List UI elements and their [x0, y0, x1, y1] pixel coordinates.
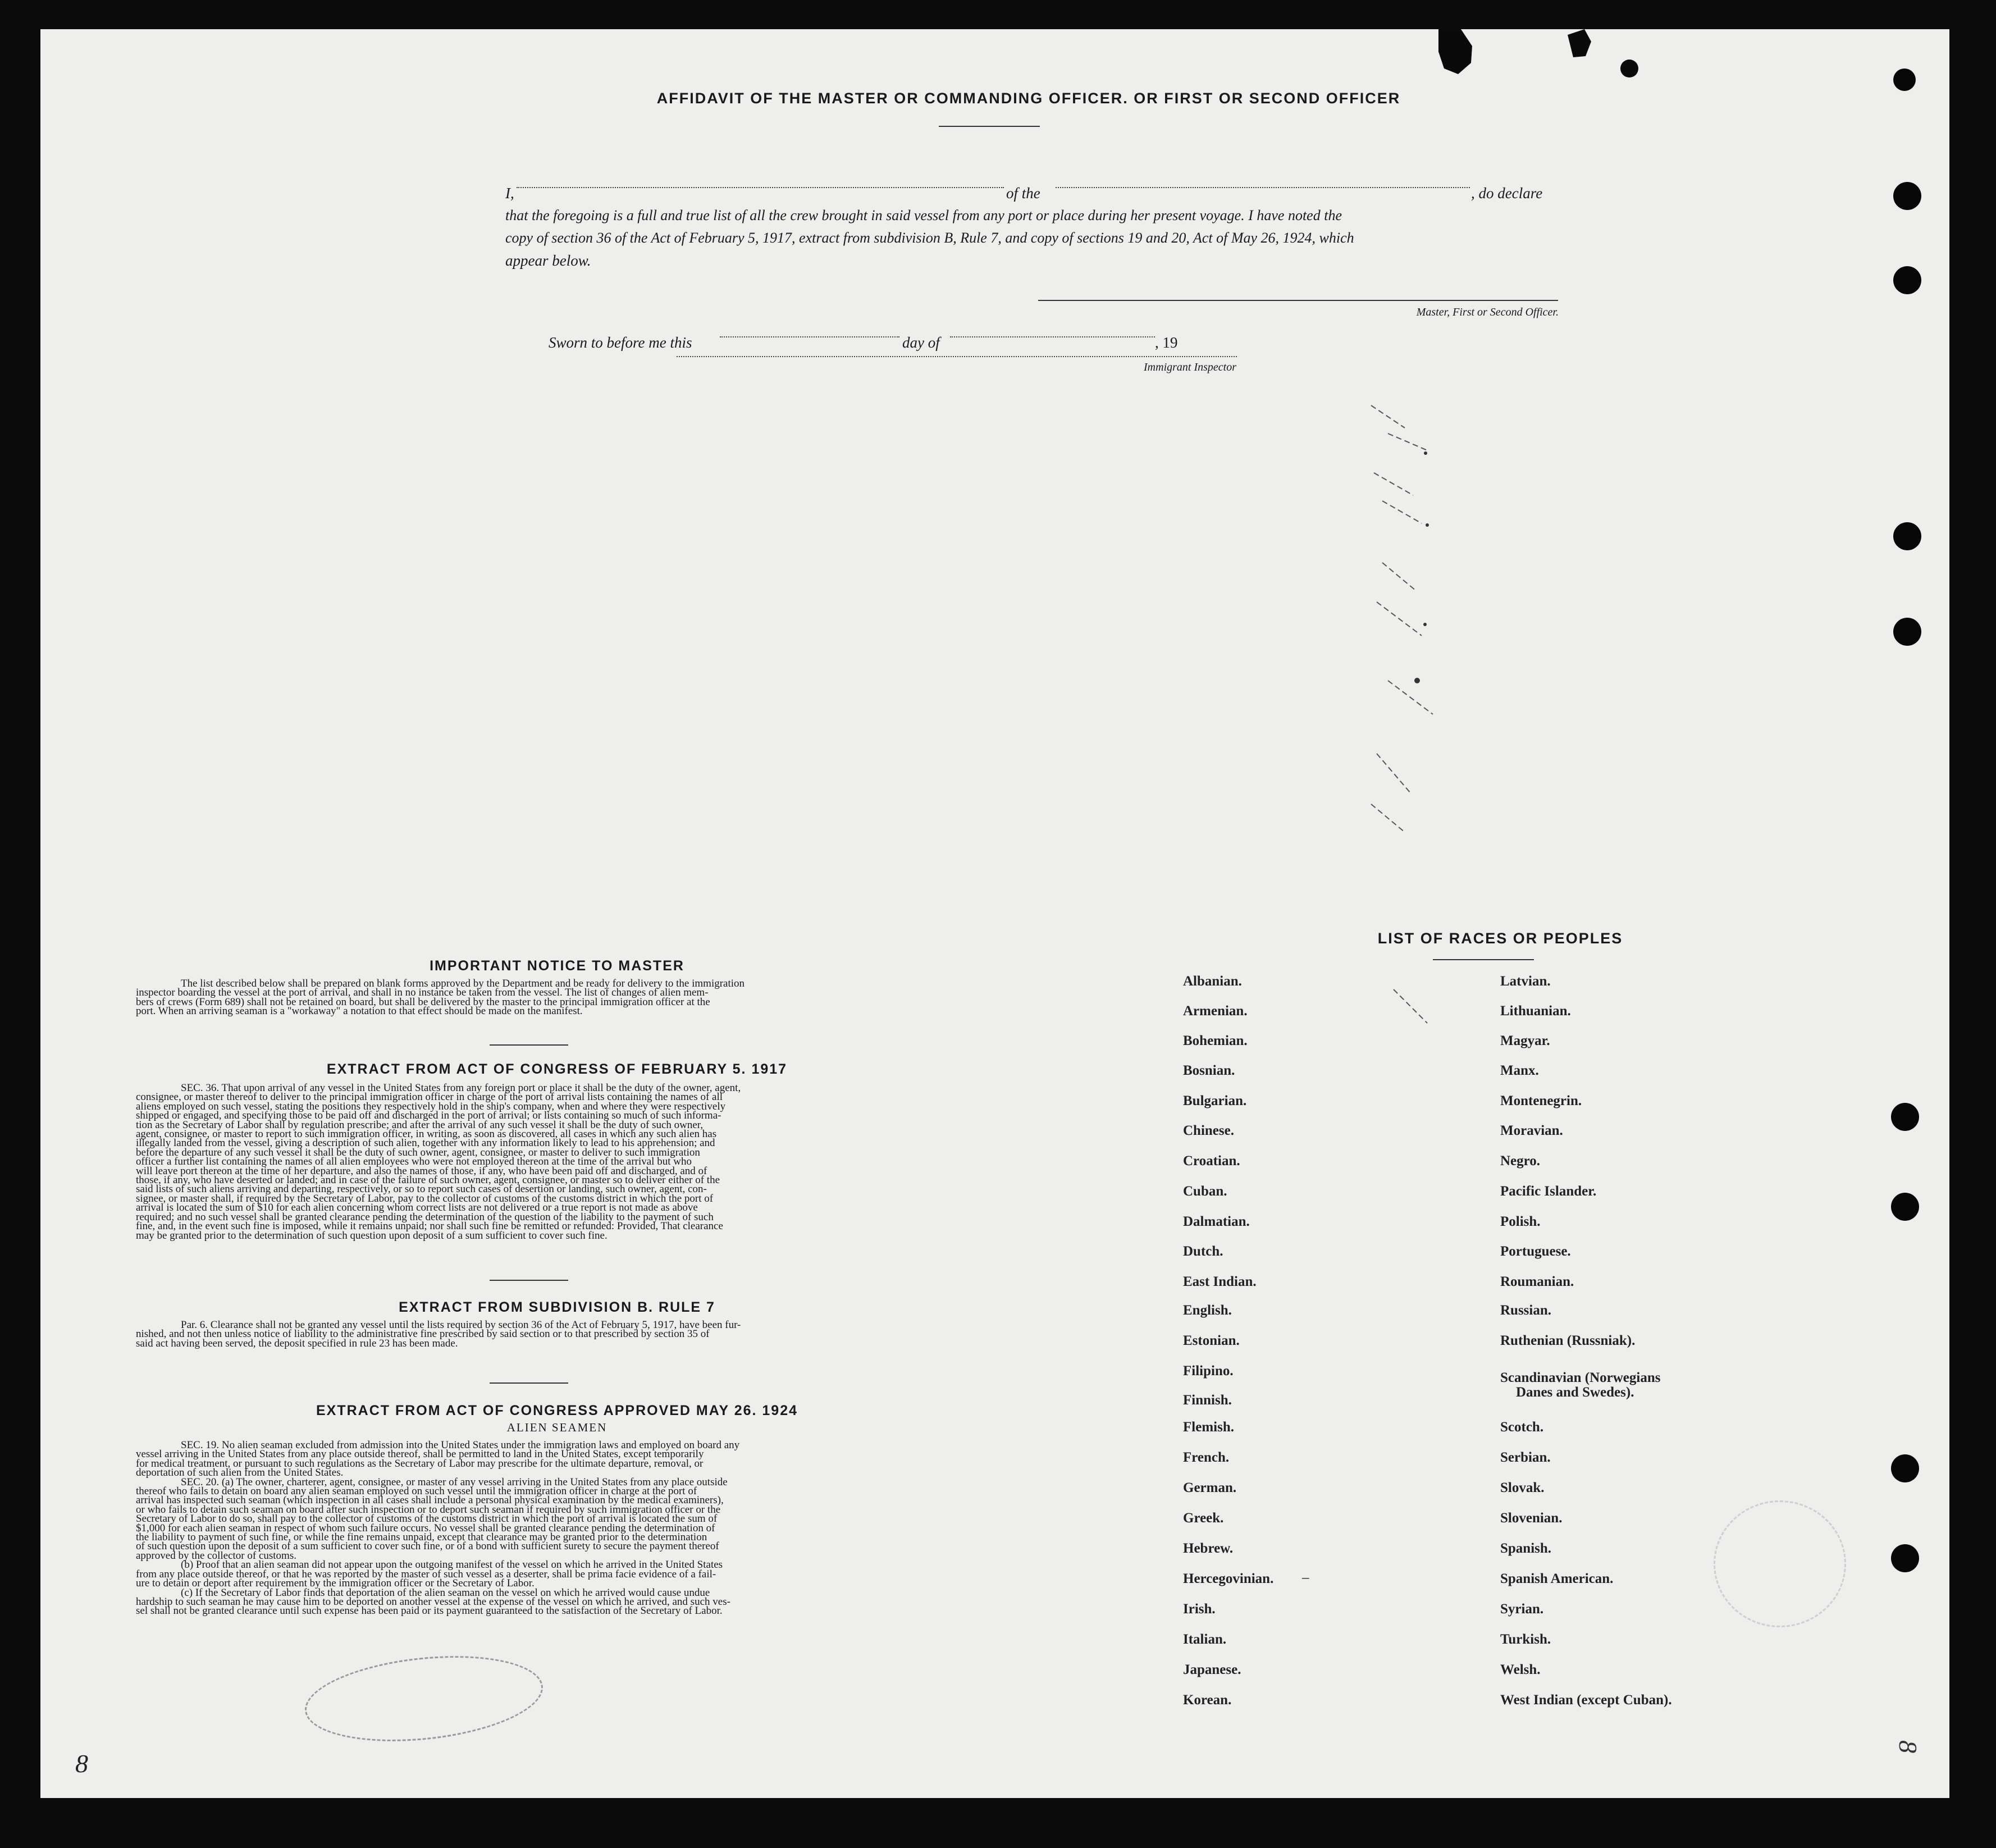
race-left-6: Croatian.	[1183, 1153, 1240, 1169]
race-left-0: Albanian.	[1183, 974, 1242, 989]
notice-title: IMPORTANT NOTICE TO MASTER	[430, 958, 684, 974]
ex1917-line-10: those, if any, who have deserted or landed; and in case of the failure of such owner, agent, consignee, or master so to deliver either of the	[136, 1174, 720, 1187]
day-of-label: day of	[902, 334, 940, 351]
ex1924-line-6: arrival has inspected such seaman (which inspection in all cases shall include a personal physical examination by the medical examiners),	[136, 1494, 724, 1507]
ex1924-line-0: SEC. 19. No alien seaman excluded from admission into the United States under the immigration laws and employed on board any	[181, 1439, 740, 1451]
ex1924-line-9: $1,000 for each alien seaman in respect of whom such failure occurs. No vessel shall be granted clearance pending the determination of	[136, 1522, 715, 1534]
right-margin-number: 8	[1894, 1740, 1922, 1753]
race-right-18: Slovenian.	[1500, 1511, 1563, 1526]
race-right-5: Moravian.	[1500, 1123, 1563, 1138]
divider-1	[490, 1044, 568, 1046]
ex1924-line-11: of such question upon the deposit of a sum sufficient to cover such fine, or of a bond with sufficient surety to secure the payment thereof	[136, 1540, 719, 1553]
vessel-blank[interactable]	[1056, 187, 1470, 188]
ex1917-line-8: officer a further list containing the names of all alien employees who were not employed thereon at the time of the arrival but who	[136, 1156, 692, 1168]
race-right-13: Scandinavian (Norwegians	[1500, 1370, 1661, 1385]
ex1924-line-16: (c) If the Secretary of Labor finds that deportation of the alien seaman on the vessel on which he arrived would cause undue	[181, 1586, 710, 1599]
ex1917-line-14: required; and no such vessel shall be granted clearance pending the determination of the question of the liability to the payment of such	[136, 1211, 714, 1223]
ex1917-line-3: shipped or engaged, and specifying those to be paid off and discharged in the port of arrival; or lists containing so much of such informa-	[136, 1110, 721, 1122]
race-left-16: French.	[1183, 1450, 1230, 1465]
ex1924-line-1: vessel arriving in the United States from any place outside thereof, shall be permitted to land in the United States, except temporarily	[136, 1448, 704, 1461]
race-left-14: Finnish.	[1183, 1393, 1232, 1408]
notice-line-0: The list described below shall be prepared on blank forms approved by the Department and be ready for delivery to the immigration	[181, 978, 745, 989]
ex1917-line-7: before the departure of any such vessel it shall be the duty of such owner, agent, consignee, or master to deliver to such immigration	[136, 1146, 700, 1158]
ex1917-line-4: tion as the Secretary of Labor shall by regulation prescribe; and after the arrival of any such vessel it shall be the duty of such owner,	[136, 1119, 704, 1131]
race-right-4: Montenegrin.	[1500, 1093, 1582, 1108]
divider-3	[490, 1382, 568, 1384]
race-left-21: Irish.	[1183, 1601, 1216, 1617]
punch-hole-5	[1893, 618, 1921, 646]
punch-hole-7	[1891, 1193, 1919, 1221]
year-label: , 19	[1155, 334, 1178, 351]
notice-line-2: bers of crews (Form 689) shall not be retained on board, but shall be delivered by the master to the principal immigration officer at the	[136, 996, 710, 1008]
ex1917-line-11: said lists of such aliens arriving and departing, respectively, or so to report such cases of desertion or landing, such owner, agent, con-	[136, 1183, 707, 1196]
race-left-7: Cuban.	[1183, 1184, 1227, 1199]
race-left-1: Armenian.	[1183, 1003, 1248, 1019]
ex1924-line-15: ure to detain or deport after requirement by the immigration officer or the Secretary of Labor.	[136, 1577, 535, 1590]
title-underline	[939, 126, 1040, 127]
name-blank[interactable]	[517, 187, 1004, 188]
of-the-label: of the	[1006, 185, 1040, 202]
master-signature-line[interactable]	[1038, 300, 1558, 301]
ex1917-line-6: illegally landed from the vessel, giving a description of such alien, together with any information likely to lead to his apprehension; and	[136, 1137, 715, 1149]
ex1924-line-2: for medical treatment, or pursuant to such regulations as the Secretary of Labor may prescribe for the ultimate departure, removal, or	[136, 1457, 704, 1470]
notice-body	[136, 979, 978, 1016]
affidavit-line3: copy of section 36 of the Act of February 5, 1917, extract from subdivision B, Rule 7, and copy of sections 19 and 20, Act of May 26, 1924, which	[505, 230, 1354, 246]
rule7-title: EXTRACT FROM SUBDIVISION B. RULE 7	[399, 1299, 715, 1315]
ex1917-line-1: consignee, or master thereof to deliver to the principal immigration officer in charge of the port of arrival lists containing the names of all	[136, 1091, 723, 1103]
punch-hole-9	[1891, 1544, 1919, 1572]
ex1924-line-17: hardship to such seaman he may cause him to be deported on another vessel at the expense of the vessel on which he arrived, and such ves-	[136, 1595, 730, 1608]
master-signature-label: Master, First or Second Officer.	[1416, 306, 1559, 318]
race-left-3: Bosnian.	[1183, 1063, 1235, 1078]
race-left-17: German.	[1183, 1480, 1237, 1495]
race-right-14: Danes and Swedes).	[1516, 1385, 1634, 1400]
race-right-10: Roumanian.	[1500, 1274, 1574, 1289]
left-margin-number: 8	[75, 1749, 88, 1778]
affidavit-line2: that the foregoing is a full and true list of all the crew brought in said vessel from any port or place during her present voyage. I have noted the	[505, 207, 1342, 223]
races-title: LIST OF RACES OR PEOPLES	[1377, 930, 1623, 947]
extract-1917-title: EXTRACT FROM ACT OF CONGRESS OF FEBRUARY 5. 1917	[326, 1061, 788, 1077]
sworn-label: Sworn to before me this	[549, 334, 692, 351]
race-right-1: Lithuanian.	[1500, 1003, 1571, 1019]
extract-1924-subtitle: ALIEN SEAMEN	[506, 1421, 608, 1434]
race-left-19: Hebrew.	[1183, 1541, 1234, 1556]
race-left-9: Dutch.	[1183, 1244, 1223, 1259]
inspector-signature-line[interactable]	[677, 356, 1237, 357]
race-right-24: West Indian (except Cuban).	[1500, 1692, 1672, 1708]
ex1917-line-13: arrival is located the sum of $10 for each alien concerning whom correct lists are not delivered or a true report is not made as above	[136, 1202, 698, 1214]
race-left-15: Flemish.	[1183, 1420, 1234, 1435]
rule7-body	[136, 1321, 978, 1348]
sworn-month-blank[interactable]	[950, 336, 1155, 337]
race-left-22: Italian.	[1183, 1632, 1227, 1647]
extract-1924-title: EXTRACT FROM ACT OF CONGRESS APPROVED MAY 26. 1924	[316, 1403, 798, 1418]
race-right-15: Scotch.	[1500, 1420, 1544, 1435]
extract-1917-body	[136, 1084, 978, 1240]
race-right-8: Polish.	[1500, 1214, 1541, 1229]
race-left-4: Bulgarian.	[1183, 1093, 1247, 1108]
race-left-10: East Indian.	[1183, 1274, 1257, 1289]
extract-1924-body	[136, 1441, 978, 1616]
ex1924-line-3: deportation of such alien from the United States.	[136, 1467, 344, 1479]
hercegovinian-dash: –	[1302, 1570, 1309, 1585]
ex1924-line-14: from any place outside thereof, or that he was reported by the master of such vessel as a deserter, shall be prima facie evidence of a fail-	[136, 1568, 716, 1580]
race-left-11: English.	[1183, 1303, 1232, 1318]
sworn-day-blank[interactable]	[720, 336, 899, 337]
inspector-label: Immigrant Inspector	[1144, 361, 1236, 373]
race-left-24: Korean.	[1183, 1692, 1232, 1708]
race-left-20: Hercegovinian.	[1183, 1571, 1274, 1586]
punch-hole-6	[1891, 1103, 1919, 1131]
race-left-2: Bohemian.	[1183, 1033, 1248, 1048]
race-right-0: Latvian.	[1500, 974, 1551, 989]
ex1924-line-10: the liability to payment of such fine, or while the fine remains unpaid, except that clearance may be granted prior to the determination	[136, 1531, 707, 1544]
punch-hole-1	[1893, 69, 1916, 91]
ex1924-line-12: approved by the collector of customs.	[136, 1549, 296, 1562]
ex1917-line-2: aliens employed on such vessel, stating the positions they respectively hold in the ship's company, when and where they were respectively	[136, 1100, 726, 1112]
race-right-6: Negro.	[1500, 1153, 1541, 1169]
do-declare-label: , do declare	[1471, 185, 1543, 202]
ex1924-line-18: sel shall not be granted clearance until such expense has been paid or its payment guaranteed to the satisfaction of the Secretary of Labor.	[136, 1605, 723, 1617]
race-right-19: Spanish.	[1500, 1541, 1552, 1556]
punch-hole-8	[1891, 1454, 1919, 1482]
race-right-21: Syrian.	[1500, 1601, 1544, 1617]
affidavit-line4: appear below.	[505, 252, 591, 269]
race-left-13: Filipino.	[1183, 1363, 1234, 1379]
rule7-line-2: said act having been served, the deposit specified in rule 23 has been made.	[136, 1337, 458, 1349]
received-stamp	[301, 1645, 547, 1752]
ex1917-line-0: SEC. 36. That upon arrival of any vessel in the United States from any foreign port or place it shall be the duty of the owner, agent,	[181, 1082, 741, 1094]
punch-hole-3	[1893, 266, 1921, 294]
rule7-line-0: Par. 6. Clearance shall not be granted any vessel until the lists required by section 36 of the Act of February 5, 1917, have been fur-	[181, 1319, 741, 1331]
race-left-18: Greek.	[1183, 1511, 1224, 1526]
notice-line-1: inspector boarding the vessel at the port of arrival, and shall in no instance be taken from the vessel. The list of changes of alien mem-	[136, 987, 709, 999]
notice-line-3: port. When an arriving seaman is a "workaway" a notation to that effect should be made on the manifest.	[136, 1005, 583, 1017]
race-right-23: Welsh.	[1500, 1662, 1541, 1677]
ex1924-line-7: or who fails to detain such seaman on board after such inspection or to deport such seaman if required by such immigration officer or the	[136, 1503, 721, 1516]
race-right-3: Manx.	[1500, 1063, 1539, 1078]
ex1924-line-4: SEC. 20. (a) The owner, charterer, agent, consignee, or master of any vessel arriving in the United States from any place outside	[181, 1476, 728, 1488]
race-right-17: Slovak.	[1500, 1480, 1545, 1495]
race-left-12: Estonian.	[1183, 1333, 1240, 1348]
race-right-11: Russian.	[1500, 1303, 1552, 1318]
torn-edge-marks	[1438, 29, 1708, 102]
ex1917-line-15: fine, and, in the event such fine is imposed, while it remains unpaid; nor shall such fine be remitted or refunded: Provided, That clearance	[136, 1220, 723, 1233]
race-right-7: Pacific Islander.	[1500, 1184, 1597, 1199]
ex1917-line-12: signee, or master shall, if required by the Secretary of Labor, pay to the collector of customs of the customs district in which the port of	[136, 1192, 714, 1204]
race-right-2: Magyar.	[1500, 1033, 1550, 1048]
race-right-22: Turkish.	[1500, 1632, 1551, 1647]
ex1917-line-5: agent, consignee, or master to report to such immigration officer, in writing, as soon as discovered, all cases in which any such alien has	[136, 1128, 717, 1140]
affidavit-title: AFFIDAVIT OF THE MASTER OR COMMANDING OFFICER. OR FIRST OR SECOND OFFICER	[656, 90, 1401, 107]
punch-hole-4	[1893, 522, 1921, 550]
ex1924-line-13: (b) Proof that an alien seaman did not appear upon the outgoing manifest of the vessel on which he arrived in the United States	[181, 1559, 723, 1571]
ex1917-line-16: may be granted prior to the determination of such question upon deposit of a sum sufficient to cover such fine.	[136, 1229, 608, 1242]
rule7-line-1: nished, and not then unless notice of liability to the administrative fine prescribed by said section or to that prescribed by section 35 of	[136, 1328, 710, 1340]
race-left-8: Dalmatian.	[1183, 1214, 1250, 1229]
ex1917-line-9: will leave port thereon at the time of her departure, and also the names of those, if any, who have been paid off and discharged, and of	[136, 1165, 707, 1177]
race-right-12: Ruthenian (Russniak).	[1500, 1333, 1636, 1348]
race-right-9: Portuguese.	[1500, 1244, 1571, 1259]
punch-hole-2	[1893, 182, 1921, 210]
race-right-16: Serbian.	[1500, 1450, 1551, 1465]
ex1924-line-5: thereof who fails to detain on board any alien seaman employed on such vessel until the immigration officer in charge at the port of	[136, 1485, 697, 1498]
i-label: I,	[505, 185, 514, 202]
faint-circular-stamp	[1714, 1500, 1846, 1627]
ex1924-line-8: Secretary of Labor to do so, shall pay to the collector of customs of the customs district in which the port of arrival is located the sum of	[136, 1513, 718, 1525]
races-underline	[1433, 959, 1534, 960]
divider-2	[490, 1280, 568, 1281]
document-page	[40, 29, 1949, 1798]
race-right-20: Spanish American.	[1500, 1571, 1614, 1586]
race-left-23: Japanese.	[1183, 1662, 1241, 1677]
race-left-5: Chinese.	[1183, 1123, 1234, 1138]
